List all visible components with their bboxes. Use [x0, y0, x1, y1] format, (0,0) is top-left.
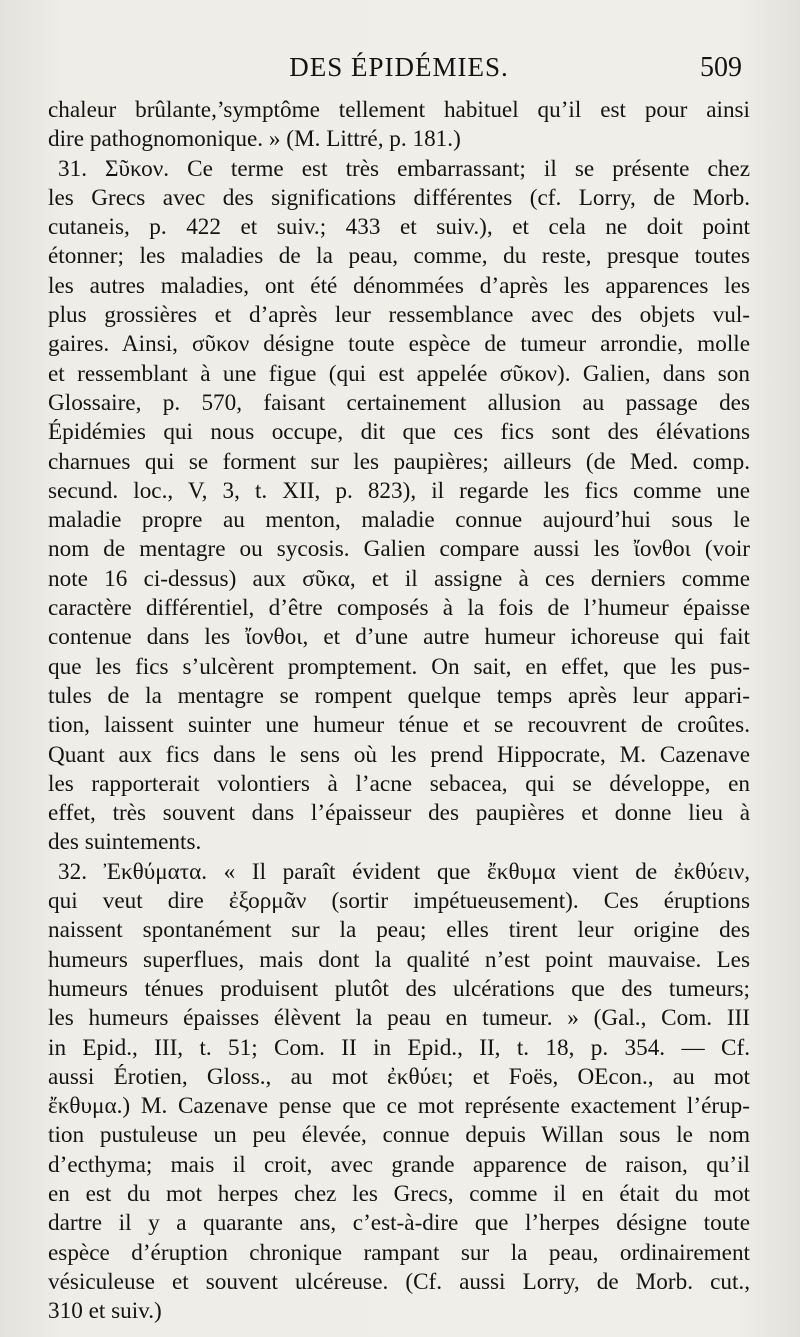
text-line: gaires. Ainsi, σῦκον désigne toute espèce de tumeur arrondie, molle: [48, 331, 750, 358]
text-line: les Grecs avec des significations différentes (cf. Lorry, de Morb.: [48, 184, 750, 211]
text-line: les autres maladies, ont été dénommées d’après les apparences les: [48, 272, 750, 299]
text-line: note 16 ci-dessus) aux σῦκα, et il assigne à ces derniers comme: [48, 565, 750, 592]
running-head: [48, 0, 750, 96]
text-line: qui veut dire ἐξορμᾶν (sortir impétueusement). Ces éruptions: [48, 888, 750, 915]
text-line: 31. Σῦκον. Ce terme est très embarrassant; il se présente chez: [58, 155, 750, 182]
text-line: nom de mentagre ou sycosis. Galien compare aussi les ἴονθοι (voir: [48, 536, 750, 563]
text-line: d’ecthyma; mais il croit, avec grande apparence de raison, qu’il: [48, 1151, 750, 1178]
text-line: en est du mot herpes chez les Grecs, comme il en était du mot: [48, 1180, 750, 1207]
page-number: 509: [700, 52, 742, 83]
text-line: les rapporterait volontiers à l’acne sebacea, qui se développe, en: [48, 770, 750, 797]
text-line: contenue dans les ἴονθοι, et d’une autre humeur ichoreuse qui fait: [48, 624, 750, 651]
text-line: Épidémies qui nous occupe, dit que ces fics sont des élévations: [48, 419, 750, 446]
text-line: plus grossières et d’après leur ressemblance avec des objets vul-: [48, 302, 750, 329]
text-line: effet, très souvent dans l’épaisseur des paupières et donne lieu à: [48, 800, 750, 827]
text-line: Quant aux fics dans le sens où les prend Hippocrate, M. Cazenave: [48, 741, 750, 768]
text-line: et ressemblant à une figue (qui est appelée σῦκον). Galien, dans son: [48, 360, 750, 387]
text-line: étonner; les maladies de la peau, comme, du reste, presque toutes: [48, 243, 750, 270]
body-text: [48, 96, 750, 1326]
text-line: ἔκθυμα.) M. Cazenave pense que ce mot représente exactement l’érup-: [48, 1093, 750, 1120]
text-line: dire pathognomonique. » (M. Littré, p. 181.): [48, 126, 461, 153]
text-line: tion, laissent suinter une humeur ténue et se recouvrent de croûtes.: [48, 712, 750, 739]
text-line: Glossaire, p. 570, faisant certainement allusion au passage des: [48, 389, 750, 416]
text-line: chaleur brûlante,’symptôme tellement habituel qu’il est pour ainsi: [48, 97, 750, 123]
text-line: cutaneis, p. 422 et suiv.; 433 et suiv.), et cela ne doit point: [48, 214, 750, 241]
text-line: tules de la mentagre se rompent quelque temps après leur appari-: [48, 682, 750, 709]
text-line: que les fics s’ulcèrent promptement. On sait, en effet, que les pus-: [48, 653, 750, 680]
text-line: vésiculeuse et souvent ulcéreuse. (Cf. aussi Lorry, de Morb. cut.,: [48, 1268, 750, 1295]
running-title: DES ÉPIDÉMIES.: [289, 52, 509, 82]
text-line: in Epid., III, t. 51; Com. II in Epid., II, t. 18, p. 354. — Cf.: [48, 1034, 750, 1061]
text-line: 310 et suiv.): [48, 1298, 162, 1325]
text-line: charnues qui se forment sur les paupières; ailleurs (de Med. comp.: [48, 448, 750, 475]
text-line: naissent spontanément sur la peau; elles tirent leur origine des: [48, 917, 750, 944]
text-line: secund. loc., V, 3, t. XII, p. 823), il regarde les fics comme une: [48, 477, 750, 504]
text-line: 32. Ἐκθύματα. « Il paraît évident que ἔκθυμα vient de ἐκθύειν,: [58, 858, 750, 885]
text-line: aussi Érotien, Gloss., au mot ἐκθύει; et Foës, OEcon., au mot: [48, 1063, 750, 1090]
text-line: espèce d’éruption chronique rampant sur la peau, ordinairement: [48, 1239, 750, 1266]
text-line: dartre il y a quarante ans, c’est-à-dire que l’herpes désigne toute: [48, 1210, 750, 1237]
text-line: des suintements.: [48, 829, 202, 856]
text-line: caractère différentiel, d’être composés à la fois de l’humeur épaisse: [48, 595, 750, 622]
text-line: les humeurs épaisses élèvent la peau en tumeur. » (Gal., Com. III: [48, 1005, 750, 1032]
text-line: maladie propre au menton, maladie connue aujourd’hui sous le: [48, 507, 750, 534]
text-line: tion pustuleuse un peu élevée, connue depuis Willan sous le nom: [48, 1122, 750, 1149]
text-line: humeurs ténues produisent plutôt des ulcérations que des tumeurs;: [48, 975, 750, 1002]
text-line: humeurs superflues, mais dont la qualité n’est point mauvaise. Les: [48, 946, 750, 973]
